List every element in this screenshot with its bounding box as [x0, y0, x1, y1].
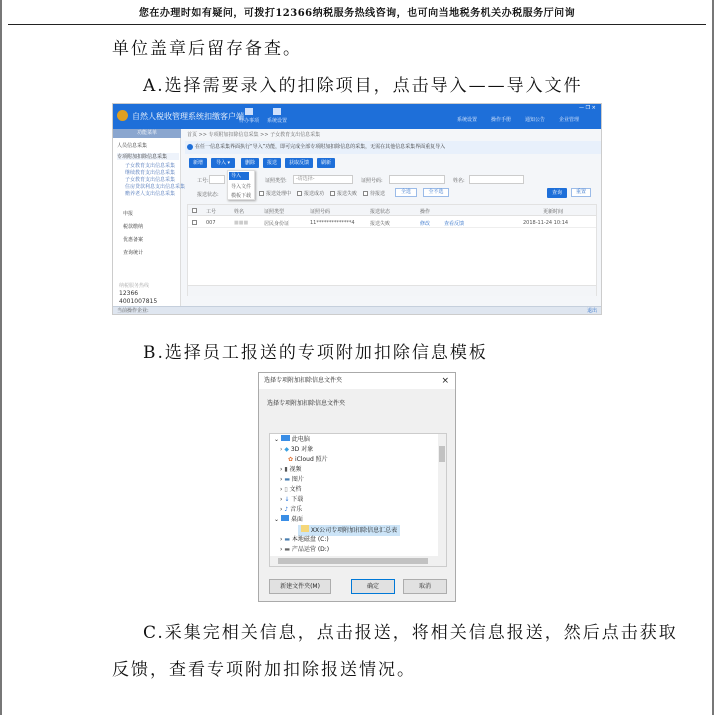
step-b: B.选择员工报送的专项附加扣除信息模板: [143, 343, 488, 363]
sidebar-subitem[interactable]: 住房贷款利息支出信息采集: [125, 184, 186, 190]
sidebar-subitem[interactable]: 赡养老人支出信息采集: [125, 191, 176, 197]
check-label: 报送处理中: [266, 191, 292, 197]
sidebar-item-payment[interactable]: 税款缴纳: [123, 224, 144, 230]
id-type-select[interactable]: -请选择-: [293, 175, 353, 184]
close-icon[interactable]: ×: [441, 376, 449, 386]
top-icon-label: 系统设置: [267, 118, 288, 124]
dialog-subtitle: 选择专项附加扣除信息文件夹: [267, 400, 346, 407]
top-icon-todo[interactable]: [239, 108, 259, 124]
add-button[interactable]: 新增: [189, 158, 207, 168]
hotline-label: 纳税服务热线: [119, 283, 150, 289]
cell-status: 报送失败: [370, 221, 391, 227]
table-row: [188, 217, 596, 228]
app-title: 自然人税收管理系统扣缴客户端: [132, 112, 244, 121]
cell-name: ■■■: [234, 220, 249, 226]
info-banner: [185, 141, 602, 154]
row-checkbox[interactable]: [192, 220, 197, 225]
checkbox[interactable]: [363, 191, 368, 196]
table-header-row: [188, 205, 596, 216]
view-feedback-link[interactable]: 查看反馈: [444, 221, 465, 227]
col-header: 姓名: [234, 209, 245, 215]
tree-item-desktop[interactable]: ⌄ 桌面: [274, 516, 303, 523]
get-feedback-button[interactable]: 获取反馈: [285, 158, 313, 168]
sidebar-item-person[interactable]: 人员信息采集: [117, 143, 148, 149]
sidebar-subitem[interactable]: 继续教育支出信息采集: [125, 170, 176, 176]
tree-item-drive-d[interactable]: › ▬ 产品运营 (D:): [280, 546, 330, 553]
table-footer-row: [188, 285, 596, 296]
sidebar-item-declare[interactable]: 申报: [123, 211, 134, 217]
id-no-label: 证照号码:: [361, 178, 383, 184]
check-pending[interactable]: [363, 190, 385, 197]
reset-button[interactable]: 重置: [571, 188, 591, 197]
tree-item-3d[interactable]: › ◆ 3D 对象: [280, 446, 314, 453]
emblem-icon: [117, 110, 128, 121]
check-label: 报送成功: [304, 191, 325, 197]
cell-id-type: 居民身份证: [264, 221, 290, 227]
sidebar-item-special[interactable]: 专项附加扣除信息采集: [117, 153, 179, 160]
col-header: 证照类型: [264, 209, 285, 215]
id-type-label: 证照类型:: [265, 178, 287, 184]
nav-system[interactable]: 系统设置: [457, 117, 478, 123]
paragraph: 单位盖章后留存备查。: [112, 39, 302, 59]
check-failed[interactable]: [330, 190, 357, 197]
name-label: 姓名:: [453, 178, 465, 184]
status-label: 报送状态:: [197, 192, 219, 198]
select-none-button[interactable]: 全不选: [423, 188, 449, 197]
horizontal-scrollbar[interactable]: [270, 556, 446, 566]
status-bar: [113, 306, 602, 315]
folder-picker-dialog: [258, 372, 456, 602]
check-label: 报送失败: [337, 191, 358, 197]
top-icon-label: 待办事项: [239, 118, 260, 124]
tree-item-pictures[interactable]: › ▬ 图片: [280, 476, 304, 483]
current-company-label: 当前操作企业:: [117, 308, 149, 314]
app-titlebar: [113, 104, 602, 129]
breadcrumb: 首页 >> 专项附加扣除信息采集 >> 子女教育支出信息采集: [187, 132, 321, 138]
step-c: C.采集完相关信息，点击报送，将相关信息报送，然后点击获取: [143, 623, 678, 643]
info-text: 在任一信息采集界面执行“导入”功能，即可完成全部专项附加扣除信息的采集，无需在其他信息采集界面重复导入: [195, 144, 446, 150]
sidebar-subitem[interactable]: 子女教育支出信息采集: [125, 177, 176, 183]
import-menu-header[interactable]: 导入: [229, 172, 249, 180]
tree-item-icloud[interactable]: ✿ iCloud 照片: [288, 456, 328, 463]
step-a: A.选择需要录入的扣除项目，点击导入——导入文件: [143, 76, 583, 96]
refresh-button[interactable]: 刷新: [317, 158, 335, 168]
id-no-input[interactable]: [389, 175, 445, 184]
cell-id-no: 11**************4: [310, 220, 355, 226]
nav-company[interactable]: 企业管理: [559, 117, 580, 123]
import-dropdown: [227, 170, 255, 200]
col-header: 证照号码: [310, 209, 331, 215]
dialog-title: 选择专项附加扣除信息文件夹: [264, 377, 343, 384]
tree-item-music[interactable]: › ♪ 音乐: [280, 506, 303, 513]
cancel-button[interactable]: 取消: [403, 579, 447, 594]
data-table: [187, 204, 597, 296]
page-border-left: [0, 0, 2, 715]
import-button[interactable]: 导入 ▾: [211, 158, 235, 168]
header-rule: [8, 24, 706, 25]
check-label: 待报送: [370, 191, 386, 197]
name-input[interactable]: [469, 175, 524, 184]
page-header: 您在办理时如有疑问，可拨打12366纳税服务热线咨询，也可向当地税务机关办税服务厅问询: [138, 8, 576, 19]
edit-link[interactable]: 修改: [420, 221, 431, 227]
sidebar-header: 功能菜单: [113, 129, 181, 138]
hotline-12366: 12366: [119, 290, 139, 297]
col-header: 更新时间: [543, 209, 564, 215]
nav-manual[interactable]: 操作手册: [491, 117, 512, 123]
exit-link[interactable]: 退出: [586, 308, 597, 314]
client-app-screenshot: [112, 103, 602, 315]
gonghao-input[interactable]: [209, 175, 225, 184]
cell-gonghao: 007: [206, 220, 216, 226]
window-controls[interactable]: — ❐ ×: [579, 105, 596, 111]
cell-updated: 2018-11-24 10:14: [523, 220, 569, 226]
tree-item-downloads[interactable]: › ↓ 下载: [280, 496, 304, 503]
sidebar-subitem[interactable]: 子女教育支出信息采集: [125, 163, 176, 169]
tree-item-selected-folder[interactable]: XX公司专项附加扣除信息汇总表: [298, 525, 400, 536]
tree-item-documents[interactable]: › ▯ 文档: [280, 486, 302, 493]
sidebar-item-query[interactable]: 查询统计: [123, 250, 144, 256]
checkbox[interactable]: [330, 191, 335, 196]
check-processing[interactable]: [259, 190, 291, 197]
info-icon: [187, 144, 193, 150]
select-all-checkbox[interactable]: [192, 208, 197, 213]
ok-button[interactable]: 确定: [351, 579, 395, 594]
gonghao-label: 工号:: [197, 178, 209, 184]
col-header: 报送状态: [370, 209, 391, 215]
tree-item-videos[interactable]: › ▮ 视频: [280, 466, 302, 473]
tree-item-drive-c[interactable]: › ▬ 本地磁盘 (C:): [280, 536, 329, 543]
col-header: 工号: [206, 209, 217, 215]
nav-notice[interactable]: 通知公告: [525, 117, 546, 123]
hotline-400: 4001007815: [119, 298, 158, 305]
top-icon-settings[interactable]: [267, 108, 287, 124]
sidebar-item-preferential[interactable]: 优惠备案: [123, 237, 144, 243]
template-download-item[interactable]: 模板下载: [231, 193, 252, 199]
check-success[interactable]: [297, 190, 324, 197]
delete-button[interactable]: 删除: [241, 158, 259, 168]
new-folder-button[interactable]: 新建文件夹(M): [269, 579, 331, 594]
col-header: 操作: [420, 209, 431, 215]
folder-tree[interactable]: [269, 433, 447, 567]
checkbox[interactable]: [297, 191, 302, 196]
vertical-scrollbar[interactable]: [438, 434, 446, 556]
checkbox[interactable]: [259, 191, 264, 196]
sidebar: [113, 129, 186, 306]
dialog-titlebar: [259, 373, 455, 389]
select-all-button[interactable]: 全选: [395, 188, 417, 197]
query-button[interactable]: 查询: [547, 188, 567, 198]
import-file-item[interactable]: 导入文件: [231, 184, 252, 190]
tree-item-this-pc[interactable]: ⌄ 此电脑: [274, 436, 310, 443]
step-c-continued: 反馈，查看专项附加扣除报送情况。: [112, 660, 416, 680]
submit-button[interactable]: 报送: [263, 158, 281, 168]
